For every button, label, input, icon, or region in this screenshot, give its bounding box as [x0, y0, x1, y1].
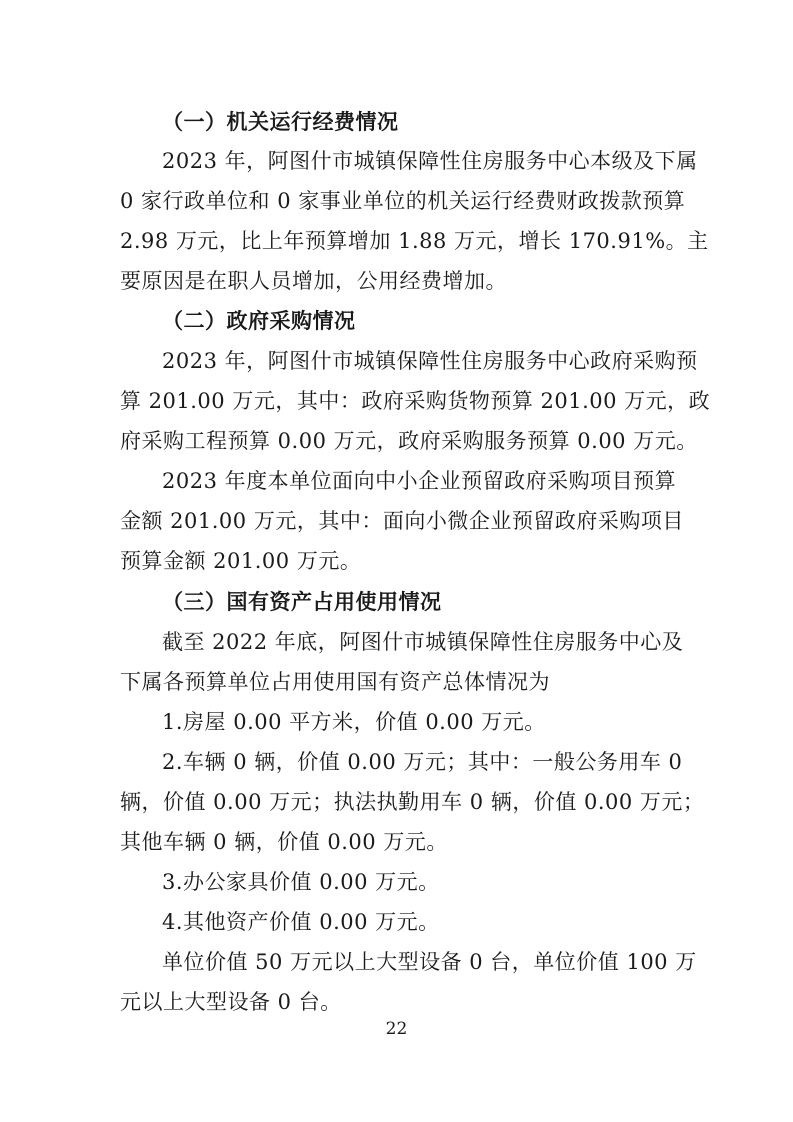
- section-heading-state-assets: （三）国有资产占用使用情况: [162, 589, 442, 614]
- paragraph-line: 其他车辆 0 辆，价值 0.00 万元。: [120, 830, 448, 854]
- paragraph-line: 2023 年，阿图什市城镇保障性住房服务中心本级及下属: [162, 149, 698, 173]
- page-number: 22: [385, 1019, 408, 1039]
- paragraph-line: 算 201.00 万元，其中：政府采购货物预算 201.00 万元，政: [120, 389, 711, 413]
- asset-item-other: 4.其他资产价值 0.00 万元。: [162, 910, 440, 934]
- paragraph-line: 要原因是在职人员增加，公用经费增加。: [120, 269, 507, 293]
- paragraph-line: 府采购工程预算 0.00 万元，政府采购服务预算 0.00 万元。: [120, 429, 698, 453]
- section-heading-operating-expenses: （一）机关运行经费情况: [162, 109, 399, 134]
- paragraph-line: 0 家行政单位和 0 家事业单位的机关运行经费财政拨款预算: [120, 189, 686, 213]
- paragraph-line: 单位价值 50 万元以上大型设备 0 台，单位价值 100 万: [162, 950, 697, 974]
- paragraph-line: 金额 201.00 万元，其中：面向小微企业预留政府采购项目: [120, 509, 684, 533]
- paragraph-line: 2.98 万元，比上年预算增加 1.88 万元，增长 170.91%。主: [120, 229, 709, 253]
- paragraph-line: 截至 2022 年底，阿图什市城镇保障性住房服务中心及: [162, 630, 684, 654]
- paragraph-line: 辆，价值 0.00 万元；执法执勤用车 0 辆，价值 0.00 万元；: [120, 790, 705, 814]
- paragraph-line: 下属各预算单位占用使用国有资产总体情况为: [120, 670, 550, 694]
- section-heading-procurement: （二）政府采购情况: [162, 308, 356, 333]
- paragraph-line: 元以上大型设备 0 台。: [120, 990, 342, 1014]
- paragraph-line: 预算金额 201.00 万元。: [120, 549, 362, 573]
- paragraph-line: 2023 年，阿图什市城镇保障性住房服务中心政府采购预: [162, 349, 698, 373]
- asset-item-furniture: 3.办公家具价值 0.00 万元。: [162, 870, 440, 894]
- paragraph-line: 2023 年度本单位面向中小企业预留政府采购项目预算: [162, 469, 677, 493]
- asset-item-vehicles: 2.车辆 0 辆，价值 0.00 万元；其中：一般公务用车 0: [162, 750, 683, 774]
- asset-item-housing: 1.房屋 0.00 平方米，价值 0.00 万元。: [162, 710, 546, 734]
